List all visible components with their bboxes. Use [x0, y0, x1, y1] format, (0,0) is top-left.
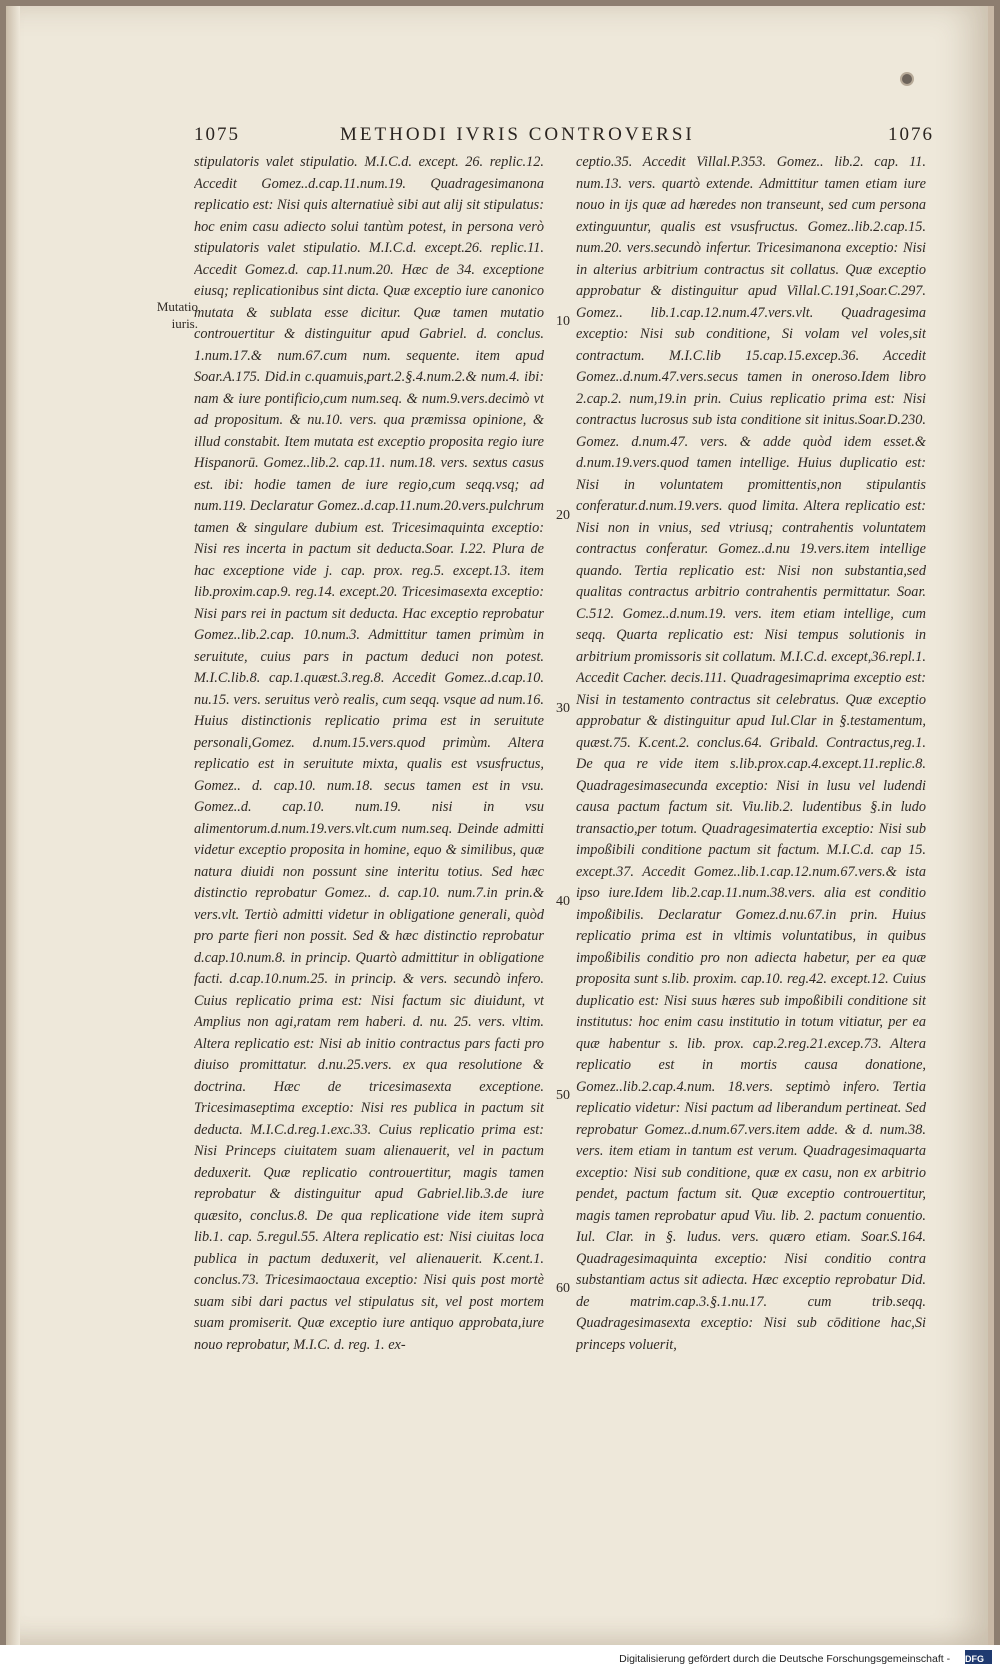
running-title: METHODI IVRIS CONTROVERSI: [340, 124, 695, 145]
line-number: 10: [556, 314, 570, 329]
line-number: 50: [556, 1088, 570, 1103]
book-page: [6, 6, 994, 1646]
page-header: [194, 124, 934, 150]
right-column-text: ceptio.35. Accedit Villal.P.353. Gomez.. lib.2. cap. 11. num.13. vers. quartò extende. Admittitur tamen etiam iure nouo in ijs quæ ad hæredes non transeunt, sed cum persona extinguuntur, qualis est vsusfructus. Gomez..lib.2.cap.15. num.20. vers.secundò infertur. Tricesimanona exceptio: Nisi in alterius arbitrium contractus sit collatus. Quæ exceptio approbatur & distinguitur apud Villal.C.191,Soar.C.297. Gomez.. lib.1.cap.12.num.47.vers.vlt. Quadragesima exceptio: Nisi sub conditione, Si volam vel voles,sit contractum. M.I.C.lib 15.cap.15.excep.36. Accedit Gomez..d.num.47.vers.secus tamen in oneroso.Idem libro 2.cap.2. num,19.in prin. Cuius replicatio prima est: Nisi contractus lucrosus sub ista conditione sit initus.Soar.D.230. Gomez. d.num.47. vers. & adde quòd idem esset.& d.num.19.vers.quod tamen intellige. Huius duplicatio est: Nisi in voluntatem promittentis,non stipulantis conferatur.d.num.19.vers. quod limita. Altera replicatio est: Nisi non in vnius, sed vtriusq; contrahentis voluntatem contractus conferatur. Gomez..d.nu 19.vers.item intellige quando. Tertia replicatio est: Nisi non substantia,sed qualitas contractus arbitrio contrahentis permittatur. Soar. C.512. Gomez..d.num.19. vers. item etiam intellige, cum seqq. Quarta replicatio est: Nisi tempus solutionis in arbitrium promissoris sit collatum. M.I.C.d. except,36.repl.1. Accedit Cacher. decis.111. Quadragesimaprima exceptio est: Nisi in testamento contractus sit celebratus. Quæ exceptio approbatur & distinguitur apud Iul.Clar in §.testamentum, quæst.75. K.cent.2. conclus.64. Gribald. Contractus,reg.1. De qua re vide item s.lib.prox.cap.4.except.11.replic.8. Quadragesimasecunda exceptio: Nisi in lusu vel ludendi causa pactum factum sit. Viu.lib.2. ludentibus §.in ludo transactio,per totum. Quadragesimatertia exceptio: Nisi sub impoßibili conditione pactum sit factum. M.I.C.d. cap 15. except.37. Accedit Gomez..lib.1.cap.12.num.67.vers.& ista ipso iure.Idem lib.2.cap.11.num.38.vers. alia est conditio impoßibilis. Declaratur Gomez.d.nu.67.in prin. Huius replicatio prima est in vltimis voluntatibus, in quibus impoßibilis conditio pro non adiecta habetur, per ea quæ proposita sunt s.lib. proxim. cap.10. reg.42. except.12. Cuius duplicatio est: Nisi suus hæres sub impoßibili conditione sit institutus: hoc enim casu institutio in totum vitiatur, per ea quæ habentur s. lib. prox. cap.2.reg.21.excep.73. Altera replicatio est in mortis causa donatione, Gomez..lib.2.cap.4.num. 18.vers. septimò infero. Tertia replicatio videtur: Nisi pactum ad liberandum pertineat. Sed reprobatur Gomez..d.num.67.vers.item adde. & d. num.38. vers. item etiam in tantum est verum. Quadragesimaquarta exceptio: Nisi sub conditione, quæ ex casu, non ex arbitrio pendet, pactum factum sit. Quæ exceptio controuertitur, magis tamen reprobatur apud Viu. lib. 2. pactum conuentio. Iul. Clar. in §. ludus. vers. quæro etiam. Soar.S.164. Quadragesimaquinta exceptio: Nisi conditio contra substantiam actus sit adiecta. Hæc exceptio reprobatur Did. de matrim.cap.3.§.1.nu.17. cum trib.seqq. Quadragesimasexta exceptio: Nisi sub cōditione hac,Si princeps voluerit,: [576, 154, 926, 1353]
line-number: 20: [556, 508, 570, 523]
footer-bar: [0, 1645, 1000, 1665]
page-spine-shadow: [6, 6, 20, 1646]
left-column-text: stipulatoris valet stipulatio. M.I.C.d. except. 26. replic.12. Accedit Gomez..d.cap.11.num.19. Quadragesimanona replicatio est: Nisi quis alternatiuè sibi aut alij sit stipulatus: hoc enim casu adiecto solui tantùm potest, in persona verò stipulatoris valet stipulatio. M.I.C.d. except.26. replic.11. Accedit Gomez.d. cap.11.num.20. Hæc de 34. exceptione eiusq; replicationibus sint dicta. Quæ exceptio iure canonico mutata & sublata esse dicitur. Quæ tamen mutatio controuertitur & distinguitur apud Gabriel. d. conclus. 1.num.17.& num.67.cum num. sequente. item apud Soar.A.175. Did.in c.quamuis,part.2.§.4.num.2.& num.4. ibi: nam & iure pontificio,cum num.seq. & num.9.vers.decimò vt ad propositum. & nu.10. vers. qua præmissa opinione, & illud constabit. Item mutata est exceptio proposita regio iure Hispanorū. Gomez..lib.2. cap.11. num.18. vers. sextus casus est. ibi: hodie tamen de iure regio,cum seqq.vsq; ad num.119. Declaratur Gomez..d.cap.11.num.20.vers.pulchrum tamen & singulare dubium est. Tricesimaquinta exceptio: Nisi res incerta in pactum sit deducta.Soar. I.22. Plura de hac exceptione vide j. cap. prox. reg.5. except.13. item lib.proxim.cap.9. reg.14. except.20. Tricesimasexta exceptio: Nisi pars rei in pactum sit deducta. Hac exceptio reprobatur Gomez..lib.2.cap. 10.num.3. Admittitur tamen primùm in seruitute, cuius pars in pactum deduci non potest. M.I.C.lib.8. cap.1.quæst.3.reg.8. Accedit Gomez..d.cap.10. nu.15. vers. seruitus verò realis, cum seqq. vsque ad num.16. Huius distinctionis replicatio prima est in seruitute personali,Gomez. d.num.15.vers.quod primùm. Altera replicatio est in seruitute mixta, qualis est vsusfructus, Gomez.. d. cap.10. num.18. secus tamen est in vsu. Gomez..d. cap.10. num.19. nisi in vsu alimentorum.d.num.19.vers.vlt.cum num.seq. Deinde admitti videtur exceptio proposita in homine, equo & similibus, quæ natura diuidi non possunt sine interitu totius. Sed hæc distinctio reprobatur Gomez.. d. cap.10. num.7.in prin.& vers.vlt. Tertiò admitti videtur in obligatione generali, quòd pro parte fieri non possit. Sed & hæc distinctio reprobatur d.cap.10.num.8. in princip. Quartò admittitur in obligatione facti. d.cap.10.num.25. in princip. & vers. secundò infero. Cuius replicatio prima est: Nisi factum sic diuidunt, vt Amplius non agi,ratam rem haberi. d. nu. 25. vers. vltim. Altera replicatio est: Nisi ab initio contractus pars facti pro diuiso promittatur. d.nu.25.vers. ex qua resolutione & doctrina. Hæc de tricesimasexta exceptione. Tricesimaseptima exceptio: Nisi res publica in pactum sit deducta. M.I.C.d.reg.1.exc.33. Cuius replicatio prima est: Nisi Princeps ciuitatem suam alienauerit, vel in pactum deduxerit. Quæ replicatio controuertitur, magis tamen reprobatur & distinguitur apud Gabriel.lib.3.de iure quæsito, conclus.8. De qua replicatione vide item suprà lib.1. cap. 5.regul.55. Altera replicatio est: Nisi ciuitas loca publica in pactum deduxerit, vel alienauerit. K.cent.1. conclus.73. Tricesimaoctaua exceptio: Nisi quis post mortè suam sibi dari pactus vel stipulatus sit, vel post mortem suam promiserit. Quæ exceptio iure antiquo approbata,iure nouo reprobatur, M.I.C. d. reg. 1. ex-: [194, 154, 544, 1353]
page-number-left: 1075: [194, 124, 240, 145]
page-number-right: 1076: [888, 124, 934, 145]
line-number: 60: [556, 1281, 570, 1296]
margin-note: Mutatio iuris.: [156, 299, 198, 331]
line-number: 30: [556, 701, 570, 716]
line-number: 40: [556, 894, 570, 909]
pinhole-mark: [902, 74, 912, 84]
dfg-logo: DFG: [965, 1650, 992, 1664]
footer-credit: Digitalisierung gefördert durch die Deutsche Forschungsgemeinschaft -: [619, 1653, 951, 1665]
